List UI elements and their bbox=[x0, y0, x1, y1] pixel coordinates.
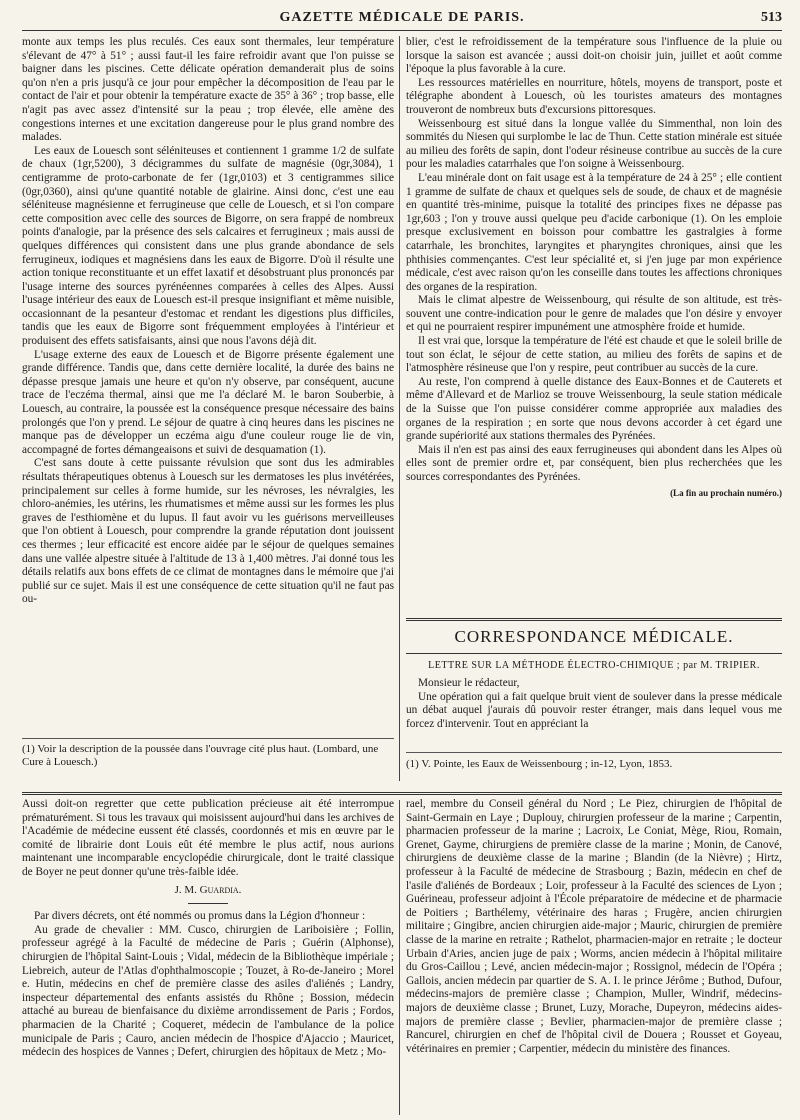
page-number: 513 bbox=[761, 10, 782, 25]
right-column-bottom bbox=[406, 798, 782, 1118]
footnote-rule bbox=[22, 738, 394, 739]
paragraph: C'est sans doute à cette puissante révulsion que sont dus les admirables résultats thérapeutiques obtenus à Louesch sur les dermatoses les plus invétérées, principalement sur celles à forme humide, sur les névroses, les névralgies, les chloro-anémies, les utérins, les rhumatismes et même aussi sur les formes les plus graves de l'esthiomène et du lupus. Il faut avoir vu les guérisons merveilleuses que l'on obtient à Louesch, pour comprendre la grande réputation dont jouissent ces thermes ; leur efficacité est encore aidée par le séjour de quelques semaines dans une vallée alpestre située à l'altitude de 13 à 1,400 mètres. J'ai donné tous les détails relatifs aux bons effets de ce climat de montagnes dans le mémoire que j'ai publié sur ce sujet. Mais il est une conséquence de cette situation qu'il ne faut pas ou- bbox=[22, 457, 394, 606]
paragraph: Au grade de chevalier : MM. Cusco, chirurgien de Lariboisière ; Follin, professeur agrégé à la Faculté de médecine de Paris ; Guérin (Alphonse), chirurgien de l'hôpital Saint-Louis ; Vidal, médecin de la Bibliothèque impériale ; Liebreich, auteur de l'Atlas d'ophthalmoscopie ; Touzet, à Ro-de-Janeiro ; Morel e. Hutin, médecins en chef de première classe des asiles d'aliénés ; Landry, inspecteur départemental des enfants assistés du Rhône ; Bossion, médecin attaché au bureau de bienfaisance du dixième arrondissement de Paris ; Fordos, pharmacien de la Charité ; Coqueret, médecin de l'ambulance de la police municipale de Paris ; Cauro, ancien médecin de l'hospice d'Ajaccio ; Mauricet, médecin des hospices de Vannes ; Defert, chirurgien des hôpitaux de Metz ; Mo- bbox=[22, 923, 394, 1059]
paragraph: blier, c'est le refroidissement de la température sous l'influence de la pluie ou lorsque la saison est avancée ; aussi doit-on choisir juin, juillet et août comme l'époque la plus favorable à la cure. bbox=[406, 36, 782, 76]
footnote-rule bbox=[406, 752, 782, 753]
paragraph: Mais le climat alpestre de Weissenbourg, qui résulte de son altitude, est très-souvent une contre-indication pour le genre de malades que l'on désire y envoyer et qui ne pourraient respirer impunément une atmosphère froide et humide. bbox=[406, 294, 782, 334]
paragraph: L'eau minérale dont on fait usage est à la température de 24 à 25° ; elle contient 1 gramme de sulfate de chaux et quelques sels de soude, de chaux et de magnésie en quantité très-minime, puisque la totalité des principes fixes ne dépasse pas 1gr,603 ; l'on y trouve aussi quelque peu d'acide carbonique (1). On les emploie presque exclusivement en boisson pour combattre les gastralgies à forme catarrhale, les bronchites, laryngites et pharyngites chroniques, ainsi que les phthisies commençantes. C'est leur spécialité et, si j'en juge par mon expérience médicale, c'est avec raison qu'on les conseille dans toutes les affections chroniques des organes de la respiration. bbox=[406, 171, 782, 293]
paragraph: rael, membre du Conseil général du Nord ; Le Piez, chirurgien de l'hôpital de Saint-Germain en Laye ; Duplouy, chirurgien professeur de la marine ; Carpentin, pharmacien professeur de la marine ; Lacroix, Le Coniat, Mège, Riou, Romain, Grenet, Gayme, chirurgiens de première classe de la marine ; Monin, de Canové, chirurgiens de deuxième classe de la marine ; Blandin (de la Nièvre) ; Hirtz, professeur à la Faculté de médecine de Strasbourg ; Bazin, médecin en chef de l'asile d'aliénés de Bordeaux ; Loir, professeur à la Faculté des sciences de Lyon ; Guérineau, professeur adjoint à l'École préparatoire de médecine et de pharmacie de Poitiers ; Barthélemy, vétérinaire des haras ; Frugère, ancien chirurgien militaire ; Gingibre, ancien chirurgien aide-major ; Mauric, chirurgien de première classe de la marine en retraite ; Rathelot, pharmacien-major en retraite ; le docteur Urbain d'Aries, ancien juge de paix ; Worms, ancien médecin à l'hôpital militaire du Gros-Caillou ; Levé, ancien médecin-major ; Rossignol, médecin de l'Opéra ; Gallois, ancien médecin par quartier de S. A. I. le prince Jérôme ; Buthod, Dufour, médecins-majors de première classe ; Champion, Muller, Windrif, médecins-majors de deuxième classe ; Brunet, Luzy, Morache, Dupeyron, médecins aides-majors de première classe ; Bevlier, pharmacien-major de première classe ; Rancurel, chirurgien en chef de l'hôpital civil de Douera ; Rousset et Goyeau, vétérinaires en premier ; Carpentier, médecin du ministère des finances. bbox=[406, 798, 782, 1055]
paragraph: Les eaux de Louesch sont séléniteuses et contiennent 1 gramme 1/2 de sulfate de chaux (1gr,5200), 3 décigrammes du sulfate de magnésie (0gr,3084), 1 centigramme de proto-carbonate de fer (1gr,0103) et 3 centigrammes silice (0gr,0360), ainsi qu'une quantité notable de glairine. Ainsi donc, c'est une eau séléniteuse magnésienne et ferrugineuse que celle de Louesch, et si l'on compare cette composition avec celle des sources de Bigorre, on sera frappé de nombreux points d'analogie, par la présence des sels calcaires et ferrugineux ; mais aussi de quelques différences qui consistent dans une plus grande abondance de sels ferrugineux, iodiques et magnésiens dans les eaux de Bigorre. D'où il résulte une action tonique reconstituante et un effet laxatif et désobstruant plus prononcés par l'usage interne des sources pyrénéennes comparées à celles des Alpes. Aussi l'usage intérieur des eaux de Louesch est-il presque insignifiant et même nuisible, occasionnant de la pesanteur d'estomac et rendant les digestions plus difficiles, tandis que les eaux de Bigorre sont fréquemment employées à l'intérieur et produisent des effets satisfaisants, ainsi que nous l'avons déjà dit. bbox=[22, 144, 394, 348]
paragraph: Aussi doit-on regretter que cette publication précieuse ait été interrompue prématurément. Si tous les travaux qui moisissent aujourd'hui dans les archives de l'Académie de médecine eussent été classés, coordonnés et mis en œuvre par le comité de librairie dont Louis eût été membre le plus actif, nous aurions maintenant une incomparable encyclopédie chirurgicale, dont le traité classique de Boyer ne peut donner qu'une très-faible idée. bbox=[22, 798, 394, 878]
right-footnote: (1) V. Pointe, les Eaux de Weissenbourg ; in-12, Lyon, 1853. bbox=[406, 758, 673, 770]
section-rule bbox=[406, 653, 782, 654]
paragraph: Par divers décrets, ont été nommés ou promus dans la Légion d'honneur : bbox=[34, 910, 366, 923]
journal-title: GAZETTE MÉDICALE DE PARIS. bbox=[279, 10, 525, 25]
left-column-top bbox=[22, 36, 394, 731]
page-header bbox=[22, 8, 782, 31]
continued-note: (La fin au prochain numéro.) bbox=[670, 487, 782, 498]
short-rule bbox=[188, 903, 228, 904]
right-column-top bbox=[406, 36, 782, 596]
letter-body bbox=[406, 677, 782, 731]
paragraph: L'usage externe des eaux de Louesch et de Bigorre présente également une grande différence. Tandis que, dans cette dernière localité, la durée des bains ne dépasse presque jamais une heure et qu'on n'y observe, par conséquent, aucune trace de l'eczéma thermal, ainsi que me l'a déclaré M. le baron Souberbie, à Louesch, au contraire, la poussée est la conséquence presque nécessaire des bains prolongés que l'on y prend. Le séjour de quatre à cinq heures dans les piscines ne manque pas de développer un eczéma aigu d'une couleur rouge lie de vin, accompagné de fortes démangeaisons et suivi de desquamation (1). bbox=[22, 348, 394, 456]
section-rule bbox=[406, 618, 782, 621]
letter-title: LETTRE SUR LA MÉTHODE ÉLECTRO-CHIMIQUE ; par M. TRIPIER. bbox=[428, 660, 760, 671]
section-heading: CORRESPONDANCE MÉDICALE. bbox=[454, 627, 734, 646]
paragraph: Une opération qui a fait quelque bruit vient de soulever dans la presse médicale un débat auquel j'aurais dû pouvoir rester étranger, mais dans lequel vous me forcez d'intervenir. Tout en appréciant la bbox=[406, 690, 782, 730]
footnote-text: (1) Voir la description de la poussée dans l'ouvrage cité plus haut. (Lombard, une Cure à Louesch.) bbox=[22, 743, 379, 768]
paragraph: Au reste, l'on comprend à quelle distance des Eaux-Bonnes et de Cauterets et même d'Allevard et de Marlioz se trouve Weissenbourg, la seule station médicale de la Suisse que l'on puisse considérer comme appropriée aux maladies des organes de la respiration ; en sorte que nous devons accorder à cet égard une grande supériorité aux stations thermales des Pyrénées. bbox=[406, 375, 782, 443]
salutation: Monsieur le rédacteur, bbox=[418, 677, 520, 689]
paragraph: Weissenbourg est situé dans la longue vallée du Simmenthal, non loin des sommités du Niesen qui surplombe le lac de Thun. Cette station minérale est située au milieu des forêts de sapin, dont l'odeur résineuse contribue au succès de la cure pour les maladies catarrhales que l'on soigne à Weissenbourg. bbox=[406, 117, 782, 171]
section-divider bbox=[22, 792, 782, 795]
left-column-bottom bbox=[22, 798, 394, 1118]
paragraph: Les ressources matérielles en nourriture, hôtels, moyens de transport, poste et télégraphe abondent à Louesch, où les touristes amateurs des montagnes trouveront de nombreux buts d'excursions pittoresques. bbox=[406, 76, 782, 116]
correspondence-section bbox=[406, 618, 782, 731]
author-signature: J. M. Guardia. bbox=[174, 883, 242, 896]
column-divider bbox=[399, 800, 400, 1115]
column-divider bbox=[399, 36, 400, 781]
paragraph: Il est vrai que, lorsque la température de l'été est chaude et que le soleil brille de tout son éclat, le séjour de cette station, au milieu des forêts de sapins et de l'atmosphère résineuse que l'on y respire, peut contribuer au succès de la cure. bbox=[406, 335, 782, 375]
paragraph: Mais il n'en est pas ainsi des eaux ferrugineuses qui abondent dans les Alpes où elles sont de premier ordre et, par conséquent, bien plus recherchées que les sources correspondantes des Pyrénées. bbox=[406, 443, 782, 483]
paragraph: monte aux temps les plus reculés. Ces eaux sont thermales, leur température s'élevant de 47° à 51° ; aussi faut-il les faire refroidir avant que l'on puisse se baigner dans les piscines. Cette délicate opération demanderait plus de soins qu'on n'en a pris jusqu'à ce jour pour empêcher la décomposition de l'eau par le contact de l'air et pour obtenir la température exacte de 35° à 36° ; trop basse, elle n'agit pas avec assez d'intensité sur la peau ; trop élevée, elle amène des congestions internes et une excitation dangereuse pour le plus grand nombre des malades. bbox=[22, 36, 394, 144]
left-footnote bbox=[22, 743, 394, 769]
